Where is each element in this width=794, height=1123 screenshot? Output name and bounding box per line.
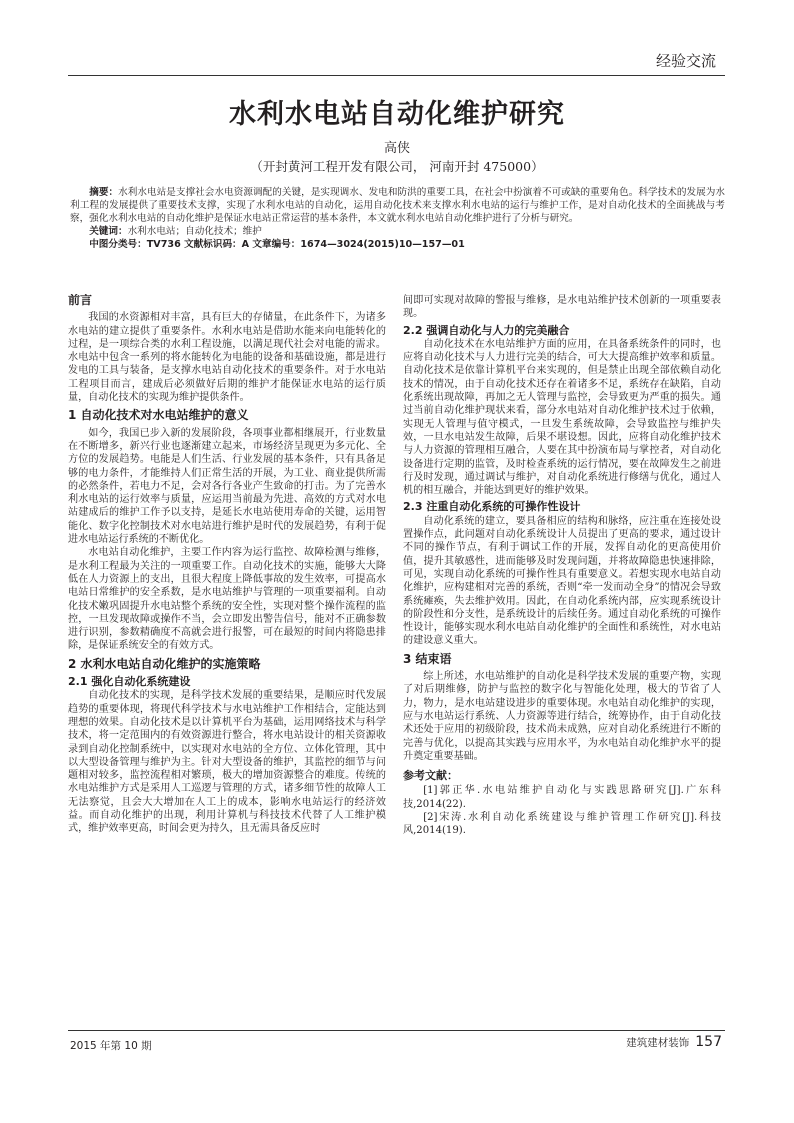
- footer-issue: 2015 年第 10 期: [70, 1040, 152, 1052]
- abstract-label: 摘要：: [89, 187, 119, 198]
- header-rule: [68, 75, 725, 76]
- section-2-2-paragraph: 自动化技术在水电站维护方面的应用，在具备系统条件的同时，也应将自动化技术与人力进行完美的结合，可大大提高维护效率和质量。自动化技术是依靠计算机平台来实现的，但是禁止出现全部依赖自动化技术的情况，由于自动化技术还存在着诸多不足，系统存在缺陷，自动化系统出现故障，再加之无人管理与监控，会导致更为严重的损失。通过当前自动化维护现状来看，部分水电站对自动化维护技术过于依赖，实现无人管理与值守模式，一旦发生系统故障，会导致监控与维护失效，一旦水电站发生故障，后果不堪设想。因此，应将自动化维护技术与人力资源的管理相互融合，人要在其中扮演布局与掌控者，对自动化设备进行定期的监管，及时检查系统的运行情况，要在故障发生之前进行及时发现，通过调试与维护，对自动化系统进行修缮与优化，通过人机的相互融合，并能达到更好的维护效果。: [403, 338, 721, 497]
- intro-paragraph: 我国的水资源相对丰富，具有巨大的存储量，在此条件下，为诸多水电站的建立提供了重要条件。水利水电站是借助水能来向电能转化的过程，是一项综合类的水利工程设施，以满足现代社会对电能的需求。水电站中包含一系列的将水能转化为电能的设备和基础设施，都是进行发电的工具与装备，是支撑水电站自动化技术的重要条件。对于水电站工程项目而言，建成后必须做好后期的维护才能保证水电站的运行质量，自动化技术的实现为维护提供条件。: [68, 312, 386, 404]
- journal-name: 建筑建材装饰: [626, 1037, 690, 1049]
- abstract-block: [70, 186, 725, 251]
- section-tag: 经验交流: [655, 52, 716, 70]
- section-2-1-paragraph: 自动化技术的实现，是科学技术发展的重要结果，是顺应时代发展趋势的重要体现，将现代科学技术与水电站维护工作相结合，定能达到理想的效果。自动化技术是以计算机平台为基础，运用网络技术与科学技术，将一定范围内的有效资源进行整合，将水电站设计的相关资源收录到自动化控制系统中，以实现对水电站的全方位、立体化管理，其中以大型设备管理与维护为主。针对大型设备的维护，其监控的细节与问题相对较多，监控流程相对繁琐，极大的增加资源整合的难度。传统的水电站维护方式是采用人工巡逻与管理的方式，诸多细节性的故障人工无法察觉，且会大大增加在人工上的成本，影响水电站运行的经济效益。而自动化维护的出现，利用计算机与科技技术代替了人工维护模式，维护效率更高，时间会更为持久，且无需具备反应时: [68, 690, 386, 835]
- section-1-paragraph-2: 水电站自动化维护，主要工作内容为运行监控、故障检测与维修，是水利工程最为关注的一项重要工作。自动化技术的实施，能够大大降低在人力资源上的支出，且很大程度上降低事故的发生效率，可提高水电站日常维护的安全系数，是水电站维护与管理的一项重要福利。自动化技术嫩巩固提升水电站整个系统的安全性，实现对整个操作流程的监控，一旦发现故障或操作不当，会立即发出警告信号，能对不正确参数进行识别，参数精确度不高就会进行报警，可在最短的时间内将隐患排除，是保证系统安全的有效方式。: [68, 547, 386, 652]
- author-name: 高侠: [383, 141, 410, 156]
- section-3-heading: 3 结束语: [403, 651, 452, 666]
- references-heading: 参考文献：: [403, 769, 458, 783]
- intro-heading: 前言: [68, 294, 93, 307]
- footer-rule: [68, 1030, 725, 1031]
- section-2-2-heading: 2.2 强调自动化与人力的完美融合: [403, 323, 570, 337]
- right-column: [403, 294, 721, 1034]
- keywords-text: 水利水电站；自动化技术；维护: [127, 226, 262, 237]
- section-3-paragraph: 综上所述，水电站维护的自动化是科学技术发展的重要产物，实现了对后期维修，防护与监控的数字化与智能化处理，极大的节省了人力，物力，是水电站建设进步的重要体现。水电站自动化维护的实现，应与水电站运行系统、人力资源等进行结合，统筹协作，由于自动化技术还处于应用的初级阶段，技术尚未成熟，应对自动化系统进行不断的完善与优化，以提高其实践与应用水平，为水电站自动化维护水平的提升奠定重要基础。: [403, 671, 721, 762]
- section-2-heading: 2 水利水电站自动化维护的实施策略: [68, 656, 261, 671]
- keywords-label: 关键词：: [89, 226, 128, 237]
- section-2-1-continuation: 间即可实现对故障的警报与维修，是水电站维护技术创新的一项重要表现。: [403, 295, 721, 320]
- section-1-heading: 1 自动化技术对水电站维护的意义: [68, 408, 249, 423]
- section-2-3-paragraph: 自动化系统的建立，要具备相应的结构和脉络，应注重在连接处设置操作点，此问题对自动化系统设计人员提出了更高的要求，通过设计不同的操作节点，有利于调试工作的开展，发挥自动化的更高使用价值，提升其敏感性，进而能够及时发现问题，并将故障隐患快速排除，可见，实现自动化系统的可操作性具有重要意义。若想实现水电站自动化维护，应构建相对完善的系统，否则“牵一发而动全身”的情况会导致系统瘫痪，失去维护效用。因此，在自动化系统内部，应实现系统设计的阶段性和分支性，是系统设计的后续任务。通过自动化系统的可操作性设计，能够实现水利水电站自动化维护的全面性和系统性，对水电站的建设意义重大。: [403, 515, 721, 647]
- section-2-1-heading: 2.1 强化自动化系统建设: [68, 675, 191, 689]
- article-title: 水利水电站自动化维护研究: [229, 99, 565, 130]
- reference-item: [1]郭正华.水电站维护自动化与实践思路研究[J].广东科技,2014(22).: [403, 785, 721, 810]
- section-1-paragraph-1: 如今，我国已步入新的发展阶段，各项事业都相继展开，行业数量在不断增多，新兴行业也逐渐建立起来，市场经济呈现更为多元化、全方位的发展趋势。电能是人们生活、行业发展的基本条件，只有具备足够的电力条件，才能维持人们正常生活的开展，为工业、商业提供所需的必然条件，若电力不足，会对各行各业产生致命的打击。为了完善水利水电站的运行效率与质量，应运用当前最为先进、高效的方式对水电站建成后的维护工作予以支持，是延长水电站使用寿命的关键，运用智能化、数字化控制技术对水电站进行维护是时代的发展趋势，有利于促进水电站运行系统的不断优化。: [68, 427, 386, 546]
- section-2-3-heading: 2.3 注重自动化系统的可操作性设计: [403, 500, 581, 514]
- left-column: [68, 294, 386, 1032]
- footer-journal: [626, 1034, 722, 1050]
- reference-item: [2]宋涛.水利自动化系统建设与维护管理工作研究[J].科技风,2014(19).: [403, 811, 721, 837]
- keywords-line: [70, 225, 725, 238]
- page-number: 157: [695, 1034, 722, 1050]
- author-affiliation: （开封黄河工程开发有限公司， 河南开封 475000）: [250, 159, 544, 174]
- classification-line: 中图分类号：TV736 文献标识码：A 文章编号：1674—3024(2015)10—157—01: [89, 239, 465, 250]
- abstract-paragraph: [70, 186, 725, 225]
- abstract-text: 水利水电站是支撑社会水电资源调配的关键，是实现调水、发电和防洪的重要工具，在社会中扮演着不可或缺的重要角色。科学技术的发展为水利工程的发展提供了重要技术支撑，实现了水利水电站的自动化，运用自动化技术来支撑水利水电站的运行与维护工作，是对自动化技术的全面挑战与考察，强化水利水电站的自动化维护是保证水电站正常运营的基本条件，本文就水利水电站自动化维护进行了分析与研究。: [70, 187, 726, 224]
